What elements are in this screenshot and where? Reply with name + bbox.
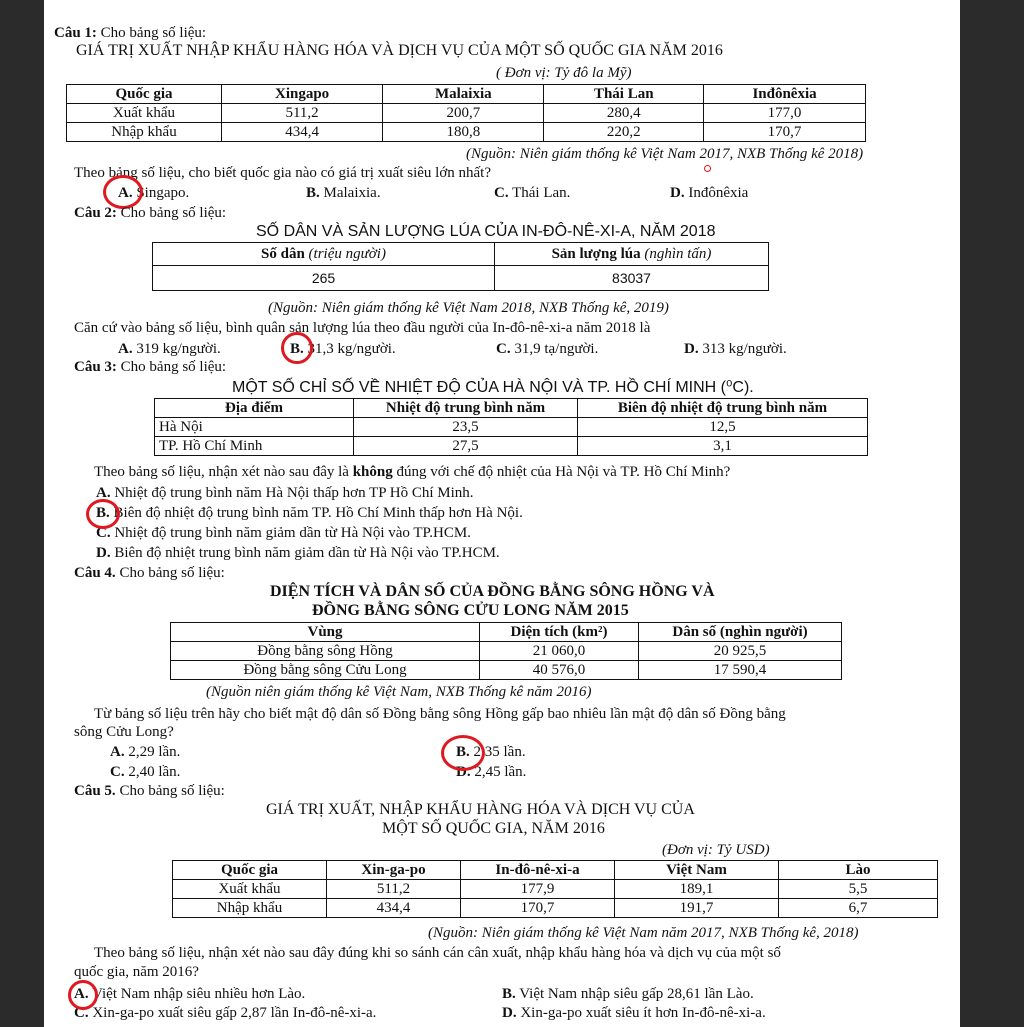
q1-unit: ( Đơn vị: Tỷ đô la Mỹ) — [496, 65, 632, 81]
q5-cell: Nhập khẩu — [173, 899, 327, 918]
q5-cell: 189,1 — [615, 880, 779, 899]
q3-table — [154, 398, 868, 456]
q2-heading: Câu 2: Cho bảng số liệu: — [74, 205, 227, 221]
q2-option-c: C. 31,9 tạ/người. — [496, 341, 599, 357]
q4-cell: 40 576,0 — [480, 661, 639, 680]
table-row — [155, 437, 868, 456]
q2-table — [152, 242, 769, 291]
table-row — [67, 123, 866, 142]
red-dot-mark — [704, 165, 711, 172]
q1-header-cell: Malaixia — [383, 85, 544, 104]
q5-cell: 191,7 — [615, 899, 779, 918]
q5-option-d: D. Xin-ga-po xuất siêu ít hơn In-đô-nê-xi-a. — [502, 1005, 766, 1021]
q4-cell: 21 060,0 — [480, 642, 639, 661]
q4-header-cell: Dân số (nghìn người) — [639, 623, 842, 642]
q3-cell: 3,1 — [578, 437, 868, 456]
q5-cell: 5,5 — [779, 880, 938, 899]
q1-cell: 511,2 — [222, 104, 383, 123]
q4-table-title-line1: DIỆN TÍCH VÀ DÂN SỐ CỦA ĐỒNG BẰNG SÔNG HỒNG VÀ — [270, 583, 715, 600]
q1-cell: Xuất khẩu — [67, 104, 222, 123]
q5-cell: 177,9 — [461, 880, 615, 899]
q3-question: Theo bảng số liệu, nhận xét nào sau đây là không đúng với chế độ nhiệt của Hà Nội và TP. Hồ Chí Minh? — [94, 464, 731, 480]
q3-header-cell: Biên độ nhiệt độ trung bình năm — [578, 399, 868, 418]
worksheet-page — [44, 0, 960, 1027]
q4-cell: 20 925,5 — [639, 642, 842, 661]
q4-cell: Đồng bằng sông Cửu Long — [171, 661, 480, 680]
q1-cell: 177,0 — [704, 104, 866, 123]
q3-header-cell: Nhiệt độ trung bình năm — [354, 399, 578, 418]
q5-cell: 6,7 — [779, 899, 938, 918]
q1-option-b: B. Malaixia. — [306, 185, 381, 201]
q5-cell: 170,7 — [461, 899, 615, 918]
q3-heading: Câu 3: Cho bảng số liệu: — [74, 359, 227, 375]
q1-header-cell: Inđônêxia — [704, 85, 866, 104]
q1-header-cell: Thái Lan — [544, 85, 704, 104]
q5-header-cell: Xin-ga-po — [327, 861, 461, 880]
answer-circle-q5 — [68, 980, 98, 1010]
q4-option-d: D. 2,45 lần. — [456, 764, 527, 780]
q3-cell: TP. Hồ Chí Minh — [155, 437, 354, 456]
q5-cell: Xuất khẩu — [173, 880, 327, 899]
q2-cell: 83037 — [495, 266, 769, 291]
q5-question-line1: Theo bảng số liệu, nhận xét nào sau đây đúng khi so sánh cán cân xuất, nhập khẩu hàng hóa và dịch vụ của một số — [94, 945, 781, 961]
q2-question: Căn cứ vào bảng số liệu, bình quân sản lượng lúa theo đầu người của In-đô-nê-xi-a năm 2018 là — [74, 320, 651, 336]
q4-table-header-row — [171, 623, 842, 642]
q1-cell: 200,7 — [383, 104, 544, 123]
q1-source: (Nguồn: Niên giám thống kê Việt Nam 2017, NXB Thống kê 2018) — [466, 146, 864, 162]
table-row — [173, 880, 938, 899]
q1-cell: 180,8 — [383, 123, 544, 142]
q4-cell: Đồng bằng sông Hồng — [171, 642, 480, 661]
q5-unit: (Đơn vị: Tỷ USD) — [662, 842, 770, 858]
q5-option-b: B. Việt Nam nhập siêu gấp 28,61 lần Lào. — [502, 986, 754, 1002]
q5-table-title-line1: GIÁ TRỊ XUẤT, NHẬP KHẨU HÀNG HÓA VÀ DỊCH VỤ CỦA — [266, 801, 695, 818]
q5-header-cell: In-đô-nê-xi-a — [461, 861, 615, 880]
q3-table-header-row — [155, 399, 868, 418]
q4-heading: Câu 4. Cho bảng số liệu: — [74, 565, 225, 581]
q4-table-title-line2: ĐỒNG BẰNG SÔNG CỬU LONG NĂM 2015 — [312, 602, 629, 619]
q1-heading — [54, 24, 206, 42]
answer-circle-q2 — [281, 332, 313, 364]
q4-question-line1: Từ bảng số liệu trên hãy cho biết mật độ dân số Đồng bằng sông Hồng gấp bao nhiêu lần mật độ dân số Đồng bằng — [94, 706, 786, 722]
q2-table-header-row — [153, 243, 769, 266]
q2-source: (Nguồn: Niên giám thống kê Việt Nam 2018, NXB Thống kê, 2019) — [268, 300, 669, 316]
q5-heading: Câu 5. Cho bảng số liệu: — [74, 783, 225, 799]
q4-header-cell: Diện tích (km²) — [480, 623, 639, 642]
q5-header-cell: Lào — [779, 861, 938, 880]
q2-header-cell: Số dân (triệu người) — [153, 243, 495, 266]
q1-cell: 170,7 — [704, 123, 866, 142]
q5-option-c: C. Xin-ga-po xuất siêu gấp 2,87 lần In-đô-nê-xi-a. — [74, 1005, 377, 1021]
q4-cell: 17 590,4 — [639, 661, 842, 680]
q1-option-d: D. Inđônêxia — [670, 185, 749, 201]
table-row — [171, 661, 842, 680]
q4-header-cell: Vùng — [171, 623, 480, 642]
q5-cell: 511,2 — [327, 880, 461, 899]
q1-intro: Cho bảng số liệu: — [100, 25, 207, 41]
q2-option-b: B. 31,3 kg/người. — [290, 341, 396, 357]
q5-question-line2: quốc gia, năm 2016? — [74, 964, 199, 980]
q2-table-title: SỐ DÂN VÀ SẢN LƯỢNG LÚA CỦA IN-ĐÔ-NÊ-XI-A, NĂM 2018 — [256, 223, 716, 240]
table-row — [155, 418, 868, 437]
q1-table — [66, 84, 866, 142]
table-row — [67, 104, 866, 123]
q5-header-cell: Việt Nam — [615, 861, 779, 880]
q1-cell: 280,4 — [544, 104, 704, 123]
q4-source: (Nguồn niên giám thống kê Việt Nam, NXB Thống kê năm 2016) — [206, 684, 592, 700]
q3-cell: Hà Nội — [155, 418, 354, 437]
q4-option-c: C. 2,40 lần. — [110, 764, 181, 780]
q1-label: Câu 1: — [54, 25, 97, 41]
answer-circle-q4 — [441, 735, 485, 771]
q3-option-c: C. Nhiệt độ trung bình năm giảm dần từ Hà Nội vào TP.HCM. — [96, 525, 471, 541]
q2-option-d: D. 313 kg/người. — [684, 341, 787, 357]
q3-table-title: MỘT SỐ CHỈ SỐ VỀ NHIỆT ĐỘ CỦA HÀ NỘI VÀ TP. HỒ CHÍ MINH (⁰C). — [232, 379, 754, 396]
q3-option-d: D. Biên độ nhiệt trung bình năm giảm dần từ Hà Nội vào TP.HCM. — [96, 545, 500, 561]
q1-cell: 434,4 — [222, 123, 383, 142]
q3-cell: 27,5 — [354, 437, 578, 456]
q5-option-a: A. Việt Nam nhập siêu nhiều hơn Lào. — [74, 986, 306, 1002]
q5-table-title-line2: MỘT SỐ QUỐC GIA, NĂM 2016 — [382, 820, 605, 837]
q3-option-a: A. Nhiệt độ trung bình năm Hà Nội thấp hơn TP Hồ Chí Minh. — [96, 485, 474, 501]
q2-option-a: A. 319 kg/người. — [118, 341, 221, 357]
q4-option-a: A. 2,29 lần. — [110, 744, 181, 760]
table-row — [173, 899, 938, 918]
q5-header-cell: Quốc gia — [173, 861, 327, 880]
q3-cell: 23,5 — [354, 418, 578, 437]
q3-option-b: B. Biên độ nhiệt độ trung bình năm TP. Hồ Chí Minh thấp hơn Hà Nội. — [96, 505, 523, 521]
table-row — [171, 642, 842, 661]
q4-question-line2: sông Cửu Long? — [74, 724, 174, 740]
q1-table-title: GIÁ TRỊ XUẤT NHẬP KHẨU HÀNG HÓA VÀ DỊCH VỤ CỦA MỘT SỐ QUỐC GIA NĂM 2016 — [76, 42, 723, 59]
q3-header-cell: Địa điểm — [155, 399, 354, 418]
q1-header-cell: Xingapo — [222, 85, 383, 104]
answer-circle-q3 — [86, 499, 120, 529]
q5-source: (Nguồn: Niên giám thống kê Việt Nam năm 2017, NXB Thống kê, 2018) — [428, 925, 859, 941]
table-row — [153, 266, 769, 291]
q3-cell: 12,5 — [578, 418, 868, 437]
q4-option-b: B. 2,35 lần. — [456, 744, 526, 760]
q1-cell: 220,2 — [544, 123, 704, 142]
q5-cell: 434,4 — [327, 899, 461, 918]
q5-table — [172, 860, 938, 918]
q5-table-header-row — [173, 861, 938, 880]
q1-header-cell: Quốc gia — [67, 85, 222, 104]
q2-cell: 265 — [153, 266, 495, 291]
q1-question: Theo bảng số liệu, cho biết quốc gia nào có giá trị xuất siêu lớn nhất? — [74, 165, 491, 181]
q1-table-header-row — [67, 85, 866, 104]
q2-header-cell: Sản lượng lúa (nghìn tấn) — [495, 243, 769, 266]
q4-table — [170, 622, 842, 680]
q1-cell: Nhập khẩu — [67, 123, 222, 142]
q1-option-a: A. Singapo. — [118, 185, 190, 201]
q1-option-c: C. Thái Lan. — [494, 185, 571, 201]
